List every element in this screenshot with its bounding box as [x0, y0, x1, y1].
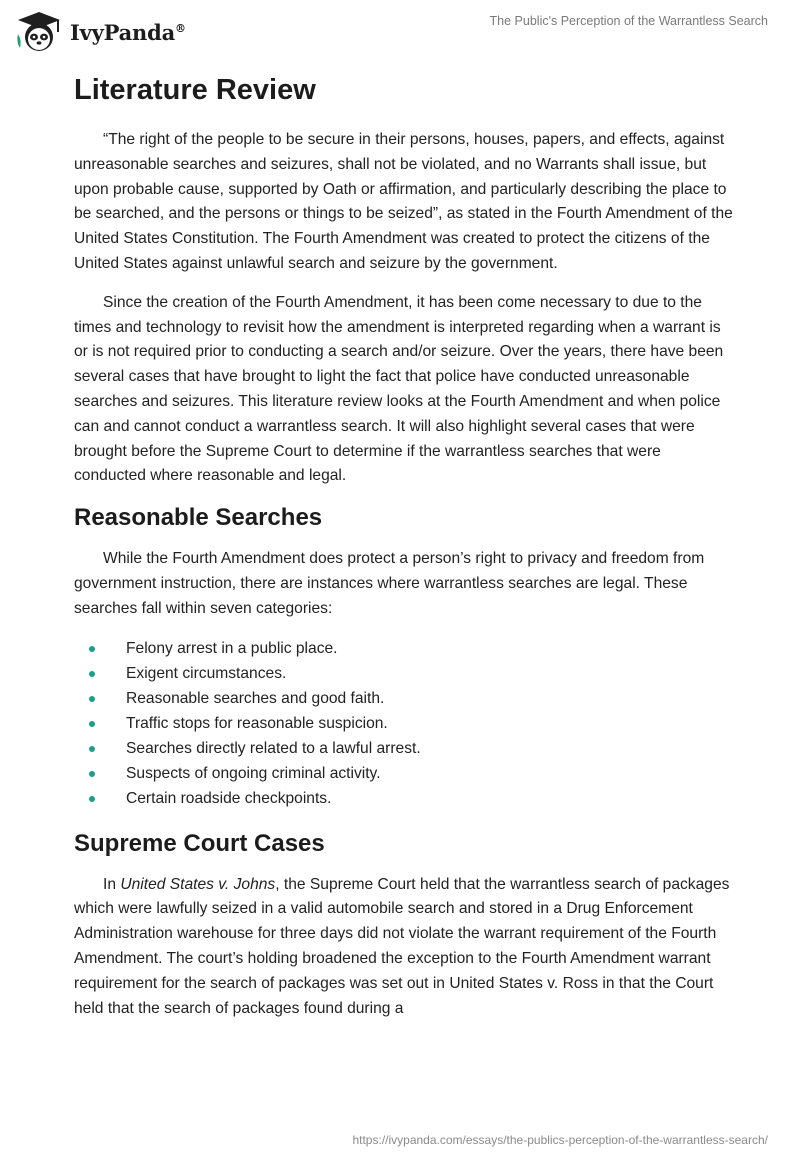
bullet-icon [89, 771, 95, 777]
list-item: Exigent circumstances. [74, 661, 734, 686]
bullet-icon [89, 671, 95, 677]
page-header [0, 0, 800, 70]
heading-reasonable-searches: Reasonable Searches [74, 504, 323, 532]
paragraph: “The right of the people to be secure in their persons, houses, papers, and effects, against unreasonable searches and seizures, shall not be violated, and no Warrants shall issue, but upon probable cause, supported by Oath or affirmation, and particularly describing the place to be searched, and the persons or things to be seized”, as stated in the Fourth Amendment of the United States Constitution. The Fourth Amendment was created to protect the citizens of the United States against unlawful search and seizure by the government. [74, 131, 733, 272]
bullet-icon [89, 696, 95, 702]
heading-supreme-court-cases: Supreme Court Cases [74, 829, 325, 857]
list-item: Reasonable searches and good faith. [74, 686, 734, 711]
list-item: Certain roadside checkpoints. [74, 786, 734, 811]
document-title: The Public's Perception of the Warrantless Search [489, 14, 768, 28]
bullet-icon [89, 721, 95, 727]
brand-logo[interactable] [14, 10, 186, 54]
bullet-icon [89, 796, 95, 802]
list-item: Traffic stops for reasonable suspicion. [74, 711, 734, 736]
paragraph: In United States v. Johns, the Supreme Court held that the warrantless search of packages which were lawfully seized in a valid automobile search and stored in a Drug Enforcement Administration warehouse for three days did not violate the warrant requirement of the Fourth Amendment. The court’s holding broadened the exception to the Fourth Amendment warrant requirement for the search of packages was set out in United States v. Ross in that the Court held that the search of packages found during a [74, 875, 730, 1017]
source-url-link[interactable]: https://ivypanda.com/essays/the-publics-perception-of-the-warrantless-search/ [352, 1133, 768, 1147]
paragraph: While the Fourth Amendment does protect a person’s right to privacy and freedom from government instruction, there are instances where warrantless searches are legal. These searches fall within seven categories: [74, 550, 705, 617]
bullet-icon [89, 646, 95, 652]
article-body [74, 72, 734, 1035]
bullet-icon [89, 746, 95, 752]
list-item: Felony arrest in a public place. [74, 636, 734, 661]
paragraph: Since the creation of the Fourth Amendment, it has been come necessary to due to the times and technology to revisit how the amendment is interpreted regarding when a warrant is or is not required prior to conducting a search and/or seizure. Over the years, there have been several cases that have brought to light the fact that police have conducted unreasonable searches and seizures. This literature review looks at the Fourth Amendment and when police can and cannot conduct a warrantless search. It will also highlight several cases that were brought before the Supreme Court to determine if the warrantless searches that were conducted where reasonable and legal. [74, 293, 724, 485]
case-name: United States v. Johns [120, 875, 276, 893]
search-categories-list [74, 636, 734, 811]
list-item: Suspects of ongoing criminal activity. [74, 761, 734, 786]
list-item: Searches directly related to a lawful arrest. [74, 736, 734, 761]
panda-logo-icon [14, 10, 64, 54]
heading-literature-review: Literature Review [74, 74, 316, 106]
brand-name: IvyPanda® [70, 19, 186, 45]
